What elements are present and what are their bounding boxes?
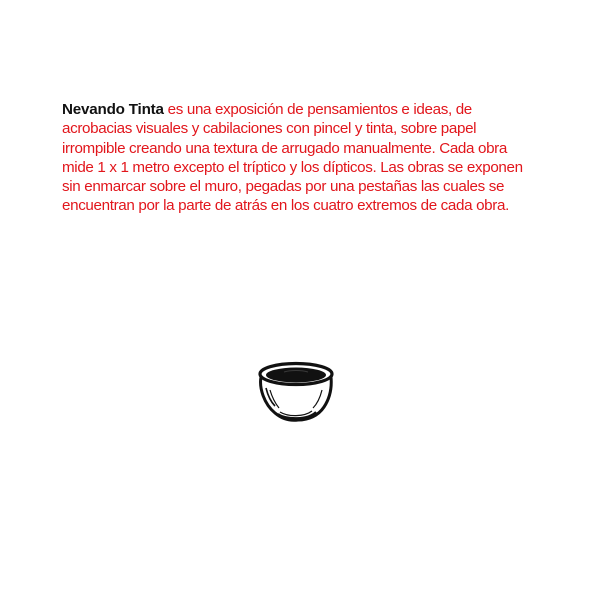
ink-bowl-icon [256,358,336,424]
exhibition-title: Nevando Tinta [62,101,164,118]
description-paragraph [62,100,538,216]
description-body: es una exposición de pensamientos e ideas, de acrobacias visuales y cabilaciones con pincel y tinta, sobre papel irrompible creando una textura de arrugado manualmente. Cada obra mide 1 x 1 metro excepto el tríptico y los dípticos. Las obras se exponen sin enmarcar sobre el muro, pegadas por una pestañas las cuales se encuentran por la parte de atrás en los cuatro extremos de cada obra. [62,101,523,215]
